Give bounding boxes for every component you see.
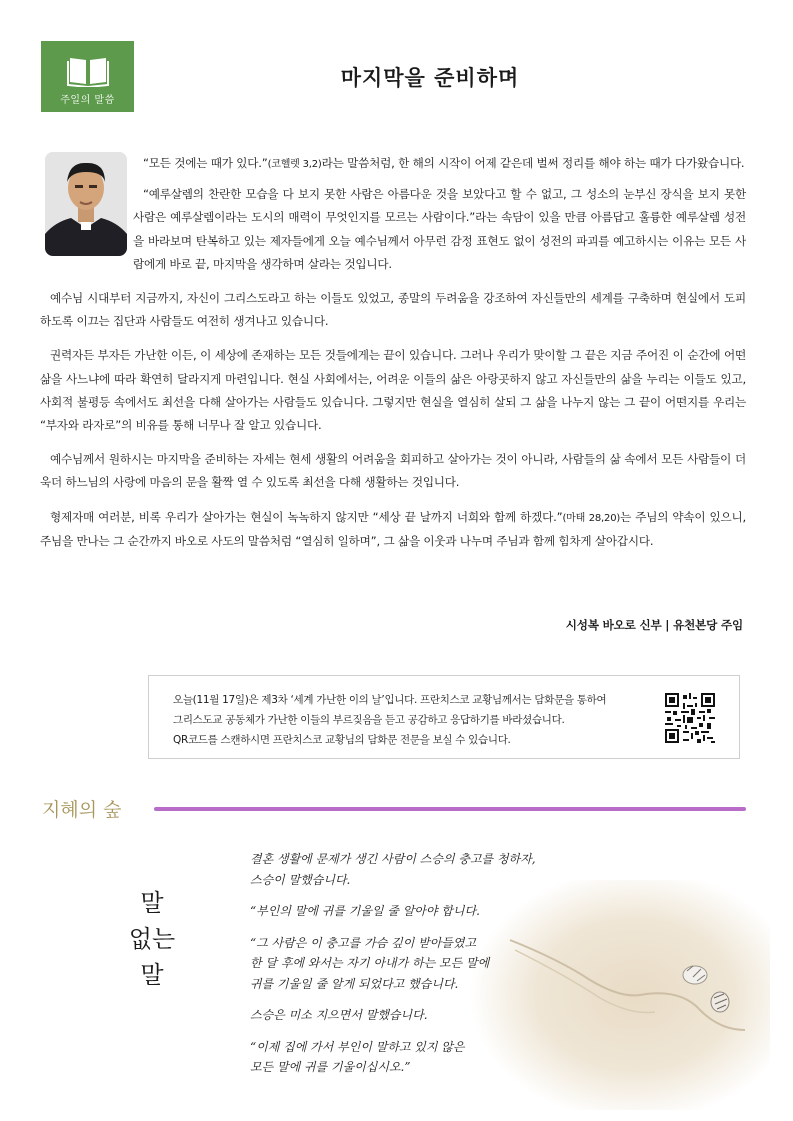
qr-code-icon[interactable]	[665, 693, 715, 743]
poem-stanza: “부인의 말에 귀를 기울일 줄 알아야 합니다.	[250, 904, 480, 918]
section-divider	[154, 807, 746, 811]
section-title: 지혜의 숲	[42, 799, 122, 821]
story-poem	[250, 849, 580, 1089]
section-badge	[41, 41, 134, 112]
poem-stanza: “이제 집에 가서 부인이 말하고 있지 않은 모든 말에 귀를 기울이십시오.”	[250, 1039, 465, 1074]
poem-stanza: “그 사람은 이 충고를 가슴 깊이 받아들였고 한 달 후에 와서는 자기 아내가 하는 모든 말에 귀를 기울일 줄 알게 되었다고 했습니다.	[250, 935, 490, 991]
article-paragraph: “모든 것에는 때가 있다.”(코헬렛 3,2)라는 말씀처럼, 한 해의 시작이 어제 같은데 벌써 정리를 해야 하는 때가 다가왔습니다.	[143, 156, 745, 170]
notice-line: QR코드를 스캔하시면 프란치스코 교황님의 담화문 전문을 보실 수 있습니다.	[173, 734, 511, 746]
article-paragraph: 형제자매 여러분, 비록 우리가 살아가는 현실이 녹녹하지 않지만 “세상 끝 날까지 너희와 함께 하겠다.”(마태 28,20)는 주님의 약속이 있으니, 주님을 만나는 그 순간까지 바오로 사도의 말씀처럼 “열심히 일하며”, 그 삶을 이웃과 나누며 주님과 함께 힘차게 살아갑시다.	[40, 509, 746, 548]
poem-stanza: 결혼 생활에 문제가 생긴 사람이 스승의 충고를 청하자, 스승이 말했습니다.	[250, 852, 536, 887]
article-paragraph: 예수님께서 원하시는 마지막을 준비하는 자세는 현세 생활의 어려움을 회피하고 살아가는 것이 아니라, 사람들의 삶 속에서 모든 사람들이 더욱더 하느님의 사랑에 마음의 문을 활짝 열 수 있도록 최선을 다해 생활하는 것입니다.	[40, 452, 746, 490]
story-title	[122, 885, 182, 993]
book-icon	[67, 53, 109, 87]
author-signature: 시성복 바오로 신부 | 유천본당 주임	[565, 618, 743, 632]
story-title-line: 말	[140, 889, 164, 917]
poem-stanza: 스승은 미소 지으면서 말했습니다.	[250, 1008, 428, 1022]
story-title-line: 말	[140, 961, 164, 989]
badge-label: 주일의 말씀	[60, 95, 115, 106]
article-paragraph: “예루살렘의 찬란한 모습을 다 보지 못한 사람은 아름다운 것을 보았다고 할 수 없고, 그 성소의 눈부신 장식을 보지 못한 사람은 예루살렘이라는 도시의 매력이 무엇인지를 모르는 사람이다.”라는 속담이 있을 만큼 아름답고 훌륭한 예루살렘 성전을 바라보며 탄복하고 있는 제자들에게 오늘 예수님께서 아무런 감정 표현도 없이 성전의 파괴를 예고하시는 이유는 모든 사람에게 바로 끝, 마지막을 생각하며 살라는 것입니다.	[133, 187, 746, 271]
article-paragraph: 권력자든 부자든 가난한 이든, 이 세상에 존재하는 모든 것들에게는 끝이 있습니다. 그러나 우리가 맞이할 그 끝은 지금 주어진 이 순간에 어떤 삶을 사느냐에 따라 확연히 달라지게 마련입니다. 현실 사회에서는, 어려운 이들의 삶은 아랑곳하지 않고 자신들만의 삶을 누리는 이들도 있고, 사회적 불평등 속에서도 최선을 다해 살아가는 사람들도 있습니다. 그렇지만 현실을 열심히 살되 그 삶을 나누지 않는 그 끝이 어떤지를 우리는 “부자와 라자로”의 비유를 통해 너무나 잘 알고 있습니다.	[40, 348, 746, 433]
notice-line: 그리스도교 공동체가 가난한 이들의 부르짖음을 듣고 공감하고 응답하기를 바라셨습니다.	[173, 714, 565, 726]
notice-box	[148, 675, 740, 759]
notice-line: 오늘(11월 17일)은 제3차 ‘세계 가난한 이의 날’입니다. 프란치스코 교황님께서는 담화문을 통하여	[173, 694, 607, 706]
story-title-line: 없는	[128, 925, 176, 953]
page-title: 마지막을 준비하며	[340, 66, 520, 90]
article-paragraph: 예수님 시대부터 지금까지, 자신이 그리스도라고 하는 이들도 있었고, 종말의 두려움을 강조하여 자신들만의 세계를 구축하며 현실에서 도피하도록 이끄는 집단과 사람들도 여전히 생겨나고 있습니다.	[40, 291, 746, 329]
article-body	[40, 152, 746, 564]
